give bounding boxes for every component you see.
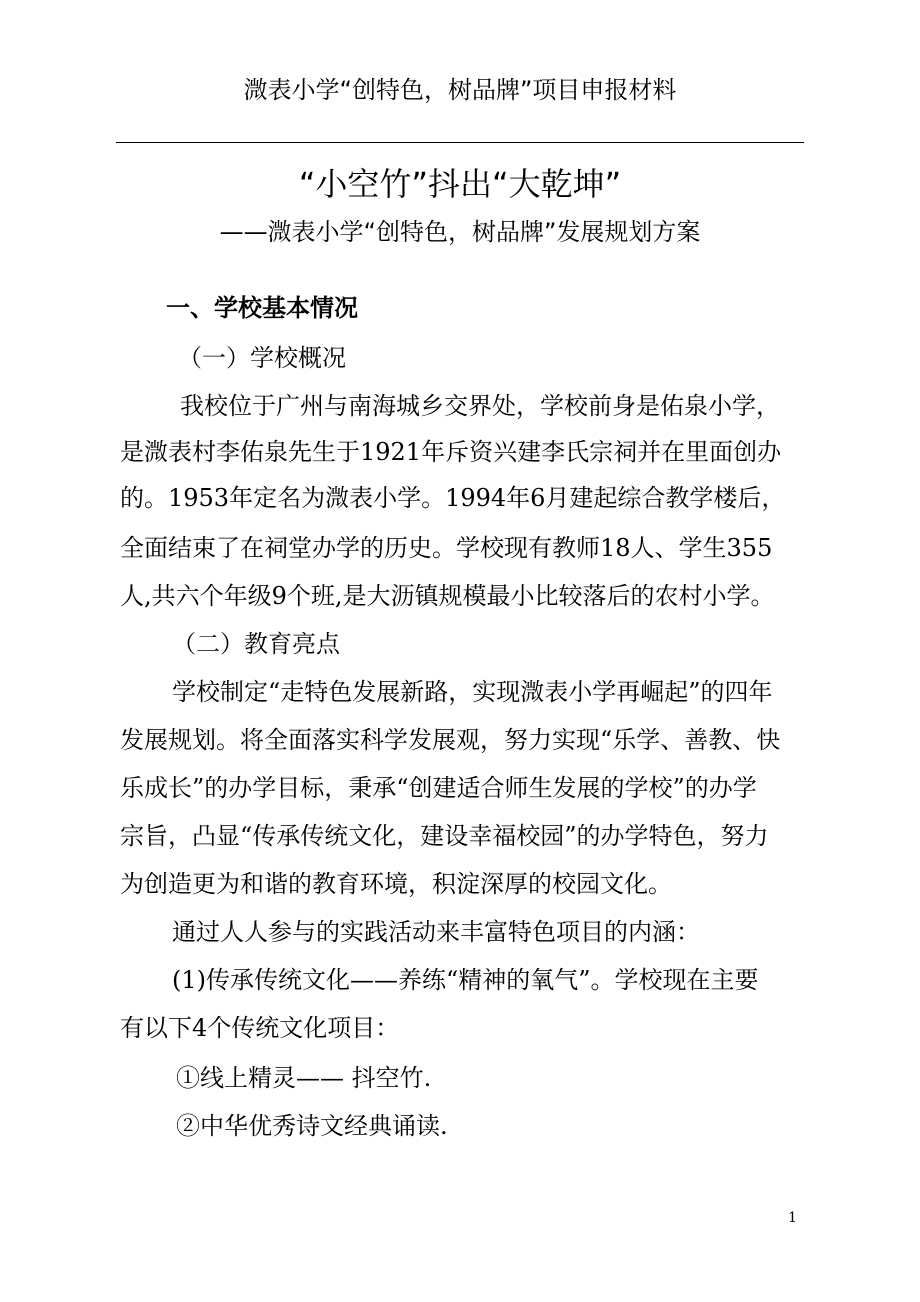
subsection-heading-overview: （一）学校概况	[178, 344, 346, 372]
paragraph-line: 乐成长”的办学目标，秉承“创建适合师生发展的学校”的办学	[120, 774, 757, 802]
section-heading-basic-info: 一、学校基本情况	[166, 294, 358, 322]
list-item: ①线上精灵—— 抖空竹.	[176, 1064, 432, 1092]
paragraph-line: 宗旨，凸显“传承传统文化，建设幸福校园”的办学特色，努力	[120, 822, 769, 850]
subsection-heading-highlights: （二）教育亮点	[172, 630, 340, 658]
paragraph-line: (1)传承传统文化——养练“精神的氧气”。学校现在主要	[172, 966, 759, 994]
paragraph-line: 是溦表村李佑泉先生于1921年斥资兴建李氏宗祠并在里面创办	[120, 438, 782, 466]
paragraph-line: 人,共六个年级9个班,是大沥镇规模最小比较落后的农村小学。	[120, 582, 775, 610]
document-subtitle: ——溦表小学“创特色，树品牌”发展规划方案	[219, 218, 701, 246]
paragraph-line: 通过人人参与的实践活动来丰富特色项目的内涵：	[172, 918, 700, 946]
list-item: ②中华优秀诗文经典诵读.	[176, 1112, 448, 1140]
paragraph-line: 发展规划。将全面落实科学发展观，努力实现“乐学、善教、快	[120, 726, 781, 754]
paragraph-line: 全面结束了在祠堂办学的历史。学校现有教师18人、学生355	[120, 534, 773, 562]
header-rule	[116, 142, 804, 143]
paragraph-line: 有以下4个传统文化项目：	[120, 1014, 400, 1042]
running-header: 溦表小学“创特色，树品牌”项目申报材料	[243, 76, 677, 104]
page-number: 1	[788, 1210, 797, 1226]
paragraph-line: 的。1953年定名为溦表小学。1994年6月建起综合教学楼后，	[120, 484, 786, 512]
document-title: “小空竹”抖出“大乾坤”	[298, 165, 622, 203]
paragraph-line: 学校制定“走特色发展新路，实现溦表小学再崛起”的四年	[172, 678, 773, 706]
paragraph-line: 为创造更为和谐的教育环境，积淀深厚的校园文化。	[120, 870, 672, 898]
paragraph-line: 我校位于广州与南海城乡交界处，学校前身是佑泉小学，	[180, 392, 780, 420]
